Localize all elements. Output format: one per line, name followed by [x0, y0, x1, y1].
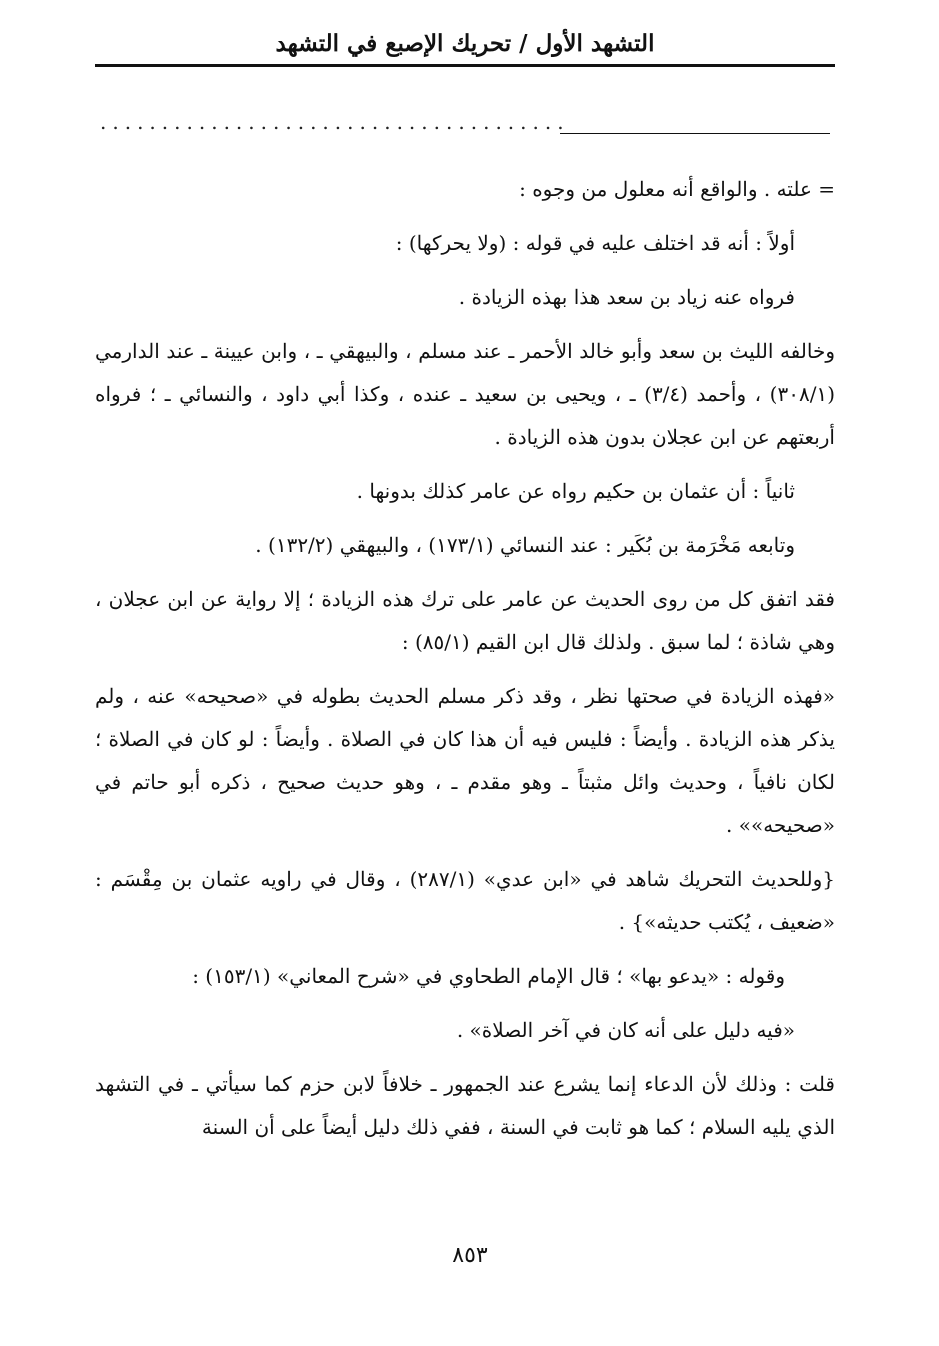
- paragraph: قلت : وذلك لأن الدعاء إنما يشرع عند الجمهور ـ خلافاً لابن حزم كما سيأتي ـ في التشهد الذي يليه السلام ؛ كما هو ثابت في السنة ، ففي ذلك دليل أيضاً على أن السنة: [95, 1072, 835, 1139]
- footnote-separator-dots: ......................................: [100, 110, 570, 130]
- paragraph: أولاً : أنه قد اختلف عليه في قوله : (ولا يحركها) :: [395, 231, 795, 255]
- running-header: التشهد الأول / تحريك الإصبع في التشهد: [275, 30, 655, 57]
- paragraph: فقد اتفق كل من روى الحديث عن عامر على ترك هذه الزيادة ؛ إلا رواية عن ابن عجلان ، وهي شاذة ؛ لما سبق . ولذلك قال ابن القيم (٨٥/١) :: [95, 587, 835, 654]
- paragraph: فرواه عنه زياد بن سعد هذا بهذه الزيادة .: [458, 285, 795, 309]
- paragraph: ثانياً : أن عثمان بن حكيم رواه عن عامر كذلك بدونها .: [356, 479, 795, 503]
- paragraph: = علته . والواقع أنه معلول من وجوه :: [519, 177, 835, 201]
- quotation: «فهذه الزيادة في صحتها نظر ، وقد ذكر مسلم الحديث بطوله في «صحيحه» عنه ، ولم يذكر هذه الزيادة . وأيضاً : فليس فيه أن هذا كان في الصلاة . وأيضاً : لو كان في الصلاة ؛ لكان نافياً ، وحديث وائل مثبتاً ـ وهو مقدم ـ ، وهو حديث صحيح ، ذكره أبو حاتم في «صحيحه»» .: [95, 684, 835, 837]
- page-number: ٨٥٣: [452, 1243, 488, 1268]
- footnote-body: [95, 168, 835, 1160]
- paragraph: وقوله : «يدعو بها» ؛ قال الإمام الطحاوي في «شرح المعاني» (١٥٣/١) :: [192, 964, 785, 988]
- paragraph: {وللحديث التحريك شاهد في «ابن عدي» (٢٨٧/١) ، وقال في راويه عثمان بن مِقْسَم : «ضعيف ، يُكتب حديثه»} .: [95, 867, 835, 934]
- footnote-separator-rule: [560, 133, 830, 134]
- paragraph: وخالفه الليث بن سعد وأبو خالد الأحمر ـ عند مسلم ، والبيهقي ـ ، وابن عيينة ـ عند الدارمي (٣٠٨/١) ، وأحمد (٣/٤) ـ ، ويحيى بن سعيد ـ عنده ، وكذا أبي داود ، والنسائي ـ ؛ فرواه أربعتهم عن ابن عجلان بدون هذه الزيادة .: [95, 339, 835, 449]
- quotation: «فيه دليل على أنه كان في آخر الصلاة» .: [456, 1018, 795, 1042]
- paragraph: وتابعه مَخْرَمة بن بُكَير : عند النسائي (١٧٣/١) ، والبيهقي (١٣٢/٢) .: [255, 533, 795, 557]
- header-rule: [95, 64, 835, 67]
